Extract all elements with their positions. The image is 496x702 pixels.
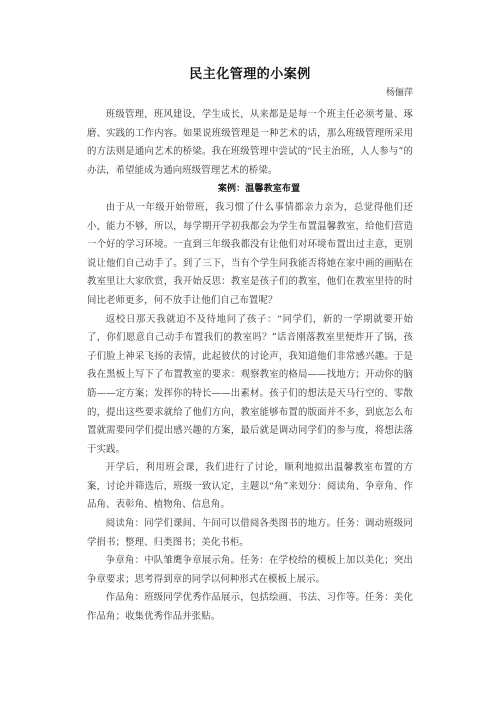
document-title: 民主化管理的小案例 — [189, 67, 311, 82]
section-title: 案例：温馨教室布置 — [217, 184, 301, 195]
intro-paragraph: 班级管理，班风建设，学生成长，从来都是是每一个班主任必须考量、琢磨、实践的工作内容。如果说班级管理是一种艺术的话，那么班级管理所采用的方法则是通向艺术的桥梁。我在班级管理中尝试的“民主治班，人人参与”的办法，希望能成为通向班级管理艺术的桥梁。 — [87, 109, 413, 176]
paragraph-3: 开学后，利用班会课，我们进行了讨论，顺利地拟出温馨教室布置的方案，讨论并筛选后，班级一致认定，主题以“角”来划分：阅读角、争章角、作品角、表彰角、植物角、信息角。 — [87, 462, 413, 511]
paragraph-5: 争章角：中队雏鹰争章展示角。任务：在学校给的模板上加以美化；突出争章要求；思考得到章的同学以何种形式在模板上展示。 — [87, 555, 413, 585]
document-body — [87, 106, 413, 627]
paragraph-2: 返校日那天我就迫不及待地问了孩子：“同学们，新的一学期就要开始了，你们愿意自己动手布置我们的教室吗？”话音刚落教室里便炸开了锅，孩子们脸上神采飞扬的表情，此起彼伏的讨论声，我知道他们非常感兴趣。于是我在黑板上写下了布置教室的要求：观察教室的格局——找地方；开动你的脑筋——定方案；发挥你的特长——出素材。孩子们的想法是天马行空的、零散的，提出这些要求就给了他们方向，教室能够布置的版面并不多，到底怎么布置就需要同学们提出感兴趣的方案，最后就是调动同学们的参与度，将想法落于实践。 — [87, 313, 413, 455]
paragraph-4: 阅读角：同学们课间、午间可以借阅各类图书的地方。任务：调动班级同学捐书；整理、归类图书；美化书柜。 — [87, 518, 413, 548]
paragraph-6: 作品角：班级同学优秀作品展示，包括绘画、书法、习作等。任务：美化作品角；收集优秀作品并张贴。 — [87, 592, 413, 623]
paragraph-1: 由于从一年级开始带班，我习惯了什么事情都亲力亲为，总觉得他们还小，能力不够，所以，每学期开学初我都会为学生布置温馨教室，给他们营造一个好的学习环境。一直到三年级我都没有让他们对环境布置出过主意，更别说让他们自己动手了。到了三下，当有个学生问我能否将她在家中画的画贴在教室里让大家欣赏，我开始反思：教室是孩子们的教室，他们在教室里待的时间比老师更多，何不放手让他们自己布置呢？ — [87, 201, 413, 306]
author-name: 杨俪萍 — [385, 88, 413, 98]
